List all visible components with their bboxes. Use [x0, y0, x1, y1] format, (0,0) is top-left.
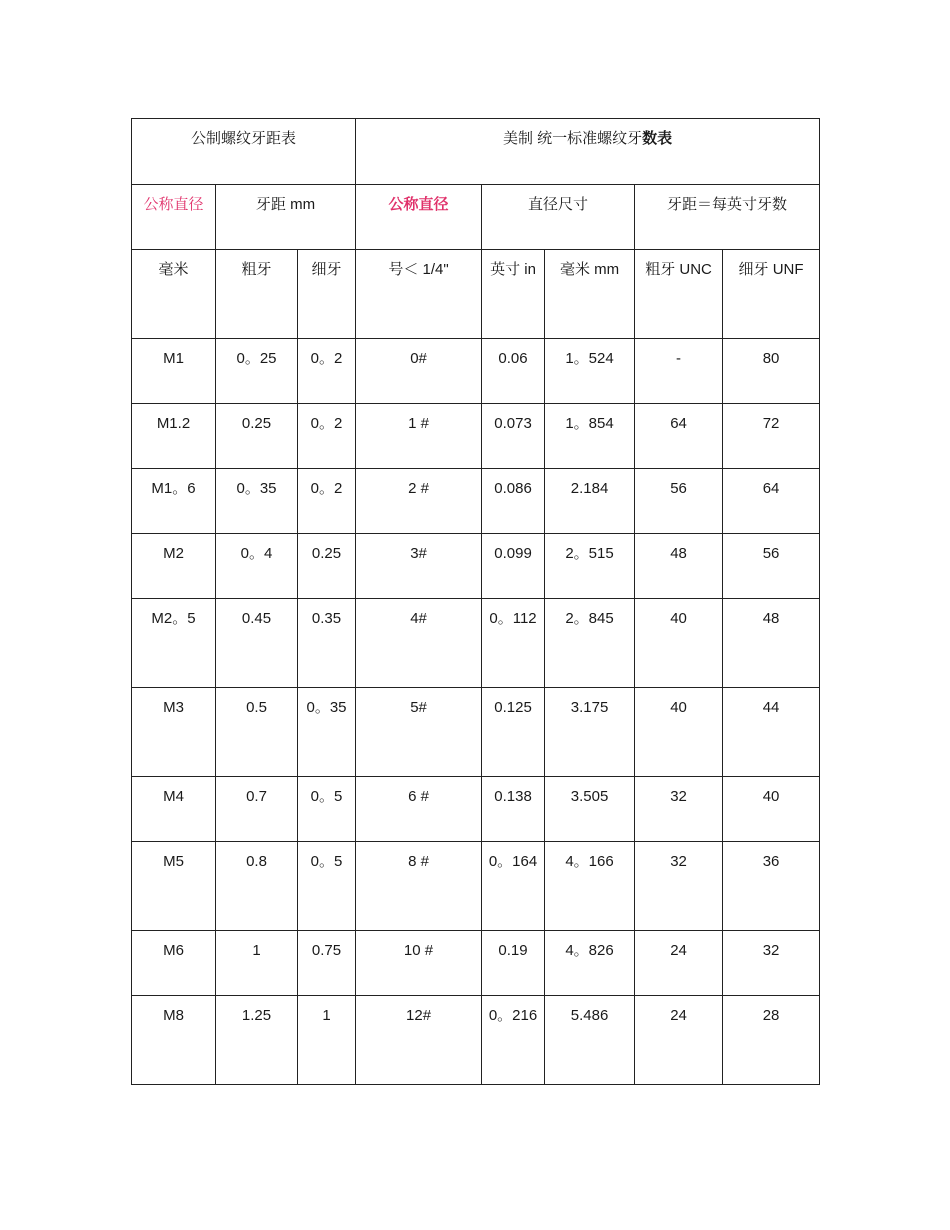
- table-row: [132, 842, 820, 931]
- cell-unf: 28: [723, 996, 820, 1085]
- us-title-part-a: 美制 统一标准螺纹牙: [502, 130, 643, 147]
- cell-coarse-pitch: 1: [216, 931, 298, 996]
- cell-fine-pitch: 0。2: [298, 339, 356, 404]
- cell-mm: 3.505: [545, 777, 635, 842]
- title-row: [132, 119, 820, 185]
- col-unc-header: 粗牙 UNC: [635, 250, 723, 339]
- cell-coarse-pitch: 0.45: [216, 599, 298, 688]
- table-row: [132, 599, 820, 688]
- cell-mm: 4。166: [545, 842, 635, 931]
- cell-unc: 56: [635, 469, 723, 534]
- cell-mm: 1。524: [545, 339, 635, 404]
- cell-metric-size: M6: [132, 931, 216, 996]
- cell-unf: 48: [723, 599, 820, 688]
- col-unf-header: 细牙 UNF: [723, 250, 820, 339]
- cell-fine-pitch: 0.75: [298, 931, 356, 996]
- cell-metric-size: M2: [132, 534, 216, 599]
- cell-unc: 40: [635, 599, 723, 688]
- col-mm2-header: 毫米 mm: [545, 250, 635, 339]
- cell-unf: 80: [723, 339, 820, 404]
- cell-unc: 64: [635, 404, 723, 469]
- cell-unc: 48: [635, 534, 723, 599]
- thread-pitch-table: [131, 118, 820, 1085]
- cell-mm: 2.184: [545, 469, 635, 534]
- cell-unc: 24: [635, 931, 723, 996]
- cell-us-number: 6 #: [356, 777, 482, 842]
- dia-size-header: 直径尺寸: [482, 185, 635, 250]
- cell-fine-pitch: 0。5: [298, 842, 356, 931]
- cell-metric-size: M1.2: [132, 404, 216, 469]
- pitch-mm-header: 牙距 mm: [216, 185, 356, 250]
- cell-us-number: 2 #: [356, 469, 482, 534]
- cell-metric-size: M1: [132, 339, 216, 404]
- cell-us-number: 4#: [356, 599, 482, 688]
- col-coarse-header: 粗牙: [216, 250, 298, 339]
- us-title: [356, 119, 820, 185]
- us-title-part-b: 数表: [642, 130, 673, 147]
- cell-metric-size: M2。5: [132, 599, 216, 688]
- cell-us-number: 5#: [356, 688, 482, 777]
- cell-coarse-pitch: 0。35: [216, 469, 298, 534]
- cell-us-number: 12#: [356, 996, 482, 1085]
- table-row: [132, 931, 820, 996]
- cell-unc: 40: [635, 688, 723, 777]
- cell-unf: 36: [723, 842, 820, 931]
- cell-inch: 0.086: [482, 469, 545, 534]
- col-fine-header: 细牙: [298, 250, 356, 339]
- cell-coarse-pitch: 0。4: [216, 534, 298, 599]
- table-row: [132, 996, 820, 1085]
- cell-mm: 5.486: [545, 996, 635, 1085]
- cell-unc: -: [635, 339, 723, 404]
- group-header-row: [132, 185, 820, 250]
- col-inch-header: 英寸 in: [482, 250, 545, 339]
- cell-unf: 56: [723, 534, 820, 599]
- cell-inch: 0.06: [482, 339, 545, 404]
- cell-coarse-pitch: 0.8: [216, 842, 298, 931]
- col-mm-header: 毫米: [132, 250, 216, 339]
- cell-us-number: 1 #: [356, 404, 482, 469]
- cell-metric-size: M4: [132, 777, 216, 842]
- cell-coarse-pitch: 0。25: [216, 339, 298, 404]
- cell-fine-pitch: 0。2: [298, 469, 356, 534]
- nominal-dia-us-header: 公称直径: [356, 185, 482, 250]
- cell-unf: 44: [723, 688, 820, 777]
- table-row: [132, 469, 820, 534]
- cell-us-number: 0#: [356, 339, 482, 404]
- cell-us-number: 10 #: [356, 931, 482, 996]
- cell-metric-size: M1。6: [132, 469, 216, 534]
- column-header-row: [132, 250, 820, 339]
- cell-us-number: 3#: [356, 534, 482, 599]
- cell-coarse-pitch: 1.25: [216, 996, 298, 1085]
- cell-unf: 40: [723, 777, 820, 842]
- cell-inch: 0.125: [482, 688, 545, 777]
- table-row: [132, 534, 820, 599]
- cell-unc: 32: [635, 777, 723, 842]
- table-row: [132, 339, 820, 404]
- pitch-tpi-header: 牙距＝每英寸牙数: [635, 185, 820, 250]
- cell-fine-pitch: 0。2: [298, 404, 356, 469]
- cell-mm: 1。854: [545, 404, 635, 469]
- cell-unf: 72: [723, 404, 820, 469]
- cell-metric-size: M5: [132, 842, 216, 931]
- cell-inch: 0。216: [482, 996, 545, 1085]
- cell-coarse-pitch: 0.7: [216, 777, 298, 842]
- cell-mm: 3.175: [545, 688, 635, 777]
- cell-coarse-pitch: 0.25: [216, 404, 298, 469]
- cell-inch: 0.099: [482, 534, 545, 599]
- cell-metric-size: M8: [132, 996, 216, 1085]
- cell-mm: 2。845: [545, 599, 635, 688]
- cell-unf: 32: [723, 931, 820, 996]
- cell-unf: 64: [723, 469, 820, 534]
- cell-metric-size: M3: [132, 688, 216, 777]
- table-body: [132, 119, 820, 1085]
- cell-fine-pitch: 0。35: [298, 688, 356, 777]
- cell-inch: 0.138: [482, 777, 545, 842]
- table-row: [132, 404, 820, 469]
- cell-us-number: 8 #: [356, 842, 482, 931]
- cell-coarse-pitch: 0.5: [216, 688, 298, 777]
- cell-inch: 0.073: [482, 404, 545, 469]
- table-row: [132, 688, 820, 777]
- cell-fine-pitch: 0.35: [298, 599, 356, 688]
- col-number-header: 号＜ 1/4": [356, 250, 482, 339]
- cell-inch: 0.19: [482, 931, 545, 996]
- cell-mm: 2。515: [545, 534, 635, 599]
- cell-unc: 32: [635, 842, 723, 931]
- cell-unc: 24: [635, 996, 723, 1085]
- cell-fine-pitch: 1: [298, 996, 356, 1085]
- cell-mm: 4。826: [545, 931, 635, 996]
- cell-fine-pitch: 0。5: [298, 777, 356, 842]
- nominal-dia-metric-header: 公称直径: [132, 185, 216, 250]
- cell-inch: 0。164: [482, 842, 545, 931]
- table-row: [132, 777, 820, 842]
- cell-inch: 0。112: [482, 599, 545, 688]
- metric-title: 公制螺纹牙距表: [132, 119, 356, 185]
- cell-fine-pitch: 0.25: [298, 534, 356, 599]
